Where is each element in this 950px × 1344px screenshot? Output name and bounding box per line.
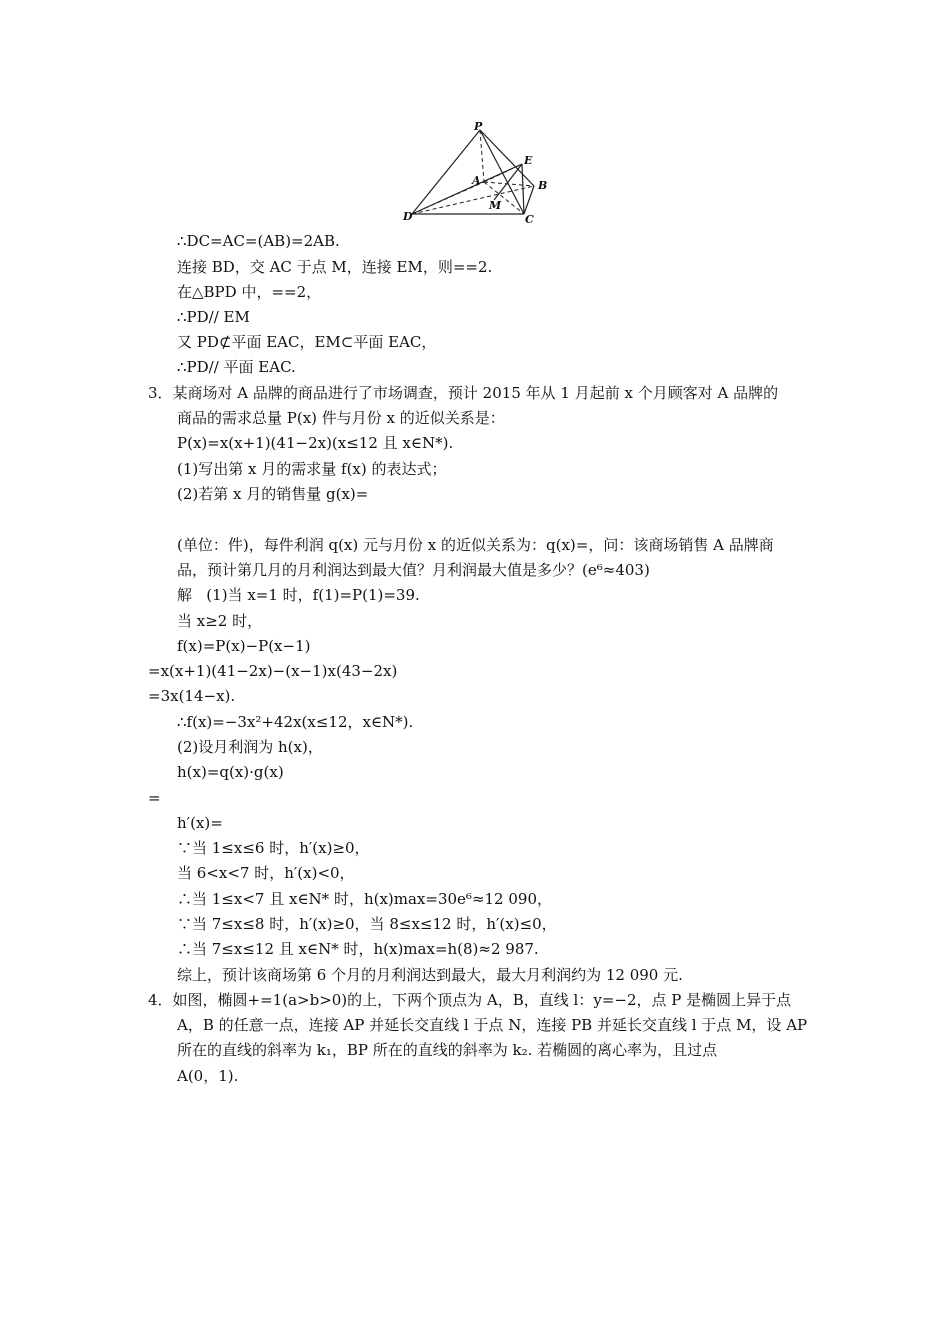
text-line: 在△BPD 中，==2， (177, 283, 322, 301)
text-line: (2)设月利润为 h(x)， (177, 738, 323, 756)
text-line: P(x)=x(x+1)(41−2x)(x≤12 且 x∈N*). (177, 434, 454, 452)
text-line: A，B 的任意一点，连接 AP 并延长交直线 l 于点 N，连接 PB 并延长交直线 l 于点 M，设 AP (177, 1016, 808, 1034)
text-line: ∵当 7≤x≤8 时，h′(x)≥0，当 8≤x≤12 时，h′(x)≤0， (177, 915, 557, 933)
edge-EM (494, 164, 522, 200)
edge-PC (480, 130, 524, 214)
text-line: ∵当 1≤x≤6 时，h′(x)≥0， (177, 839, 370, 857)
text-line: =x(x+1)(41−2x)−(x−1)x(43−2x) (148, 662, 398, 680)
text-line: = (148, 789, 161, 807)
problem-4-line: 4．如图，椭圆+=1(a>b>0)的上，下两个顶点为 A，B，直线 l：y=−2，点 P 是椭圆上异于点 (148, 991, 792, 1009)
edge-PD (412, 130, 480, 214)
text-line: A(0，1). (177, 1067, 239, 1085)
edge-PA (480, 130, 484, 182)
text-line: h′(x)= (177, 814, 223, 832)
label-D: D (403, 210, 413, 223)
text-line: 解 (1)当 x=1 时，f(1)=P(1)=39. (177, 586, 420, 604)
label-E: E (524, 154, 533, 167)
text-line: ∴当 1≤x<7 且 x∈N* 时，h(x)max=30e⁶≈12 090， (177, 890, 552, 908)
text-line: 当 6<x<7 时，h′(x)<0， (177, 864, 355, 882)
text-line: ∴PD// 平面 EAC. (177, 358, 296, 376)
text-line: ∴f(x)=−3x²+42x(x≤12，x∈N*). (177, 713, 414, 731)
text-line: (单位：件)，每件利润 q(x) 元与月份 x 的近似关系为：q(x)=，问：该商场销售 A 品牌商 (177, 536, 774, 554)
text-line: h(x)=q(x)·g(x) (177, 763, 284, 781)
text-line: 所在的直线的斜率为 k₁，BP 所在的直线的斜率为 k₂. 若椭圆的离心率为，且过点 (177, 1041, 718, 1059)
label-C: C (525, 213, 534, 226)
label-A: A (472, 174, 481, 187)
text-line: ∴PD// EM (177, 308, 250, 326)
text-line: (2)若第 x 月的销售量 g(x)= (177, 485, 369, 503)
text-line: 又 PD⊄平面 EAC，EM⊂平面 EAC， (177, 333, 437, 351)
text-line: 商品的需求总量 P(x) 件与月份 x 的近似关系是： (177, 409, 505, 427)
text-line: 连接 BD，交 AC 于点 M，连接 EM，则==2. (177, 258, 493, 276)
text-line: 综上，预计该商场第 6 个月的月利润达到最大，最大月利润约为 12 090 元. (177, 966, 683, 984)
label-M: M (489, 199, 502, 212)
label-B: B (538, 179, 548, 192)
text-line: ∴DC=AC=(AB)=2AB. (177, 232, 340, 250)
text-line: =3x(14−x). (148, 687, 236, 705)
pyramid-figure (398, 120, 558, 230)
text-line: (1)写出第 x 月的需求量 f(x) 的表达式； (177, 460, 447, 478)
text-line: ∴当 7≤x≤12 且 x∈N* 时，h(x)max=h(8)≈2 987. (177, 940, 539, 958)
text-line: f(x)=P(x)−P(x−1) (177, 637, 311, 655)
label-P: P (474, 120, 483, 133)
edge-DB (412, 186, 534, 214)
text-line: 品，预计第几月的月利润达到最大值？月利润最大值是多少？(e⁶≈403) (177, 561, 650, 579)
edge-CB (524, 186, 534, 214)
text-line: 当 x≥2 时， (177, 612, 263, 630)
problem-3-line: 3．某商场对 A 品牌的商品进行了市场调查，预计 2015 年从 1 月起前 x 个月顾客对 A 品牌的 (148, 384, 779, 402)
pyramid-diagram (398, 120, 558, 230)
